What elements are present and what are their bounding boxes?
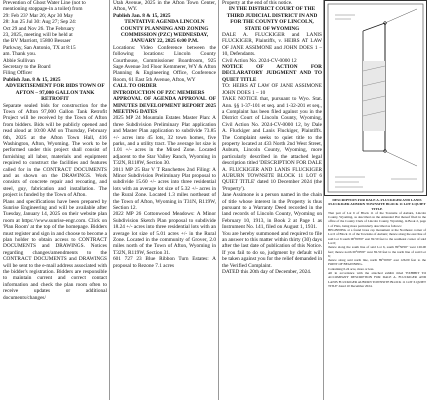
court-heading: IN THE DISTRICT COURT OF THE THIRD JUDICIAL DISTRICT IN AND FOR THE COUNTY OF LINCOLN, STATE OF WYOMING xyxy=(226,6,318,32)
notice-recipients: TO: HEIRS AT LAW OF JANE ASSIMONE JOHN DOES 1 – 10 xyxy=(222,83,322,96)
text-line: Parkway, San Antonio, TX at 8:15 xyxy=(3,44,76,51)
notice-body: You are hereby summoned and required to file an answer to this matter within thirty (30) days after the last date of publication of this Notice. If you fail to do so, judgment by default will be taken against you for the relief demanded in the Verified Complaint. xyxy=(222,230,322,269)
description-body: Containing 0.24 acre, more or less. xyxy=(328,266,375,271)
publish-dates: Publish Jan. 8 & 15, 2025 xyxy=(3,76,61,83)
agenda-call-to-order: CALL TO ORDER xyxy=(113,83,157,90)
notice-body: Jane Assimone is a person named in the chain of title whose interest in the Property is thus pursuant to a Warranty Deed recorded in the land records of Lincoln County, Wyoming on February 10, 1913, in Book 2 at Page 1 as Instrument No. 141, filed on August 1, 1931. xyxy=(222,192,322,231)
column-4 xyxy=(328,198,426,288)
text-continued: Utah Avenue, 2025 in the Afton Town Center, Afton, WY. xyxy=(113,0,216,13)
text-line: 28: Jun 25 Jul 30: Aug 27; Sep 24: xyxy=(3,19,77,26)
lot-north-line xyxy=(363,23,385,31)
agenda-heading: TENTATIVE AGENDA LINCOLN COUNTY PLANNING AND ZONING COMMISSION (PZC) WEDNESDAY, JANUARY 22, 2025 6:00 P.M. xyxy=(120,19,209,45)
agenda-approvals: APPROVAL OF AGENDA APPROVAL OF MINUTES DEVELOPMENT REPORT 2025 MEETING DATES xyxy=(113,96,216,115)
agenda-item: 2022 MP 26 Cottonwood Meadows: A Minor Subdivision Sketch Plan proposal to subdivide 18.24 +/- acres into three residential lots with an average lot size of 5.01 acres +/- in the Rural Zone. Located in the community of Grover, 2.0 miles north of the Town of Afton, Wyoming in T32N, R119W, Section 31. xyxy=(113,211,216,256)
column-3 xyxy=(222,0,322,275)
plat-drawing xyxy=(325,1,426,195)
text-line: Filing Officer xyxy=(3,70,33,77)
publish-dates: Publish Jan. 8 & 15, 2025 xyxy=(113,12,171,19)
column-divider xyxy=(218,0,219,400)
agenda-introduction: INTRODUCTION OF PZC MEMBERS xyxy=(113,89,205,96)
notice-body: Plans and specifications have been prepared by Sunrise Engineering and will be available after Tuesday, January 14, 2025 on their website plan room at https://www.sunrise-engr.com. Click on 'Plan Room' at the top of the homepage. Bidders must register and sign in and choose to become a plan holder to obtain access to CONTRACT DOCUMENTS and DRAWINGS. Notices regarding changes/amendments to the CONTRACT DOCUMENTS and DRAWINGS will be sent to the e-mail address associated with the bidder's registration. Bidders are responsible to maintain current and correct contact information and check the plan room often to receive updates or additional documents/changes/ xyxy=(3,198,107,301)
agenda-locations: Locations: Video Conference between the following locations: Lincoln County Courthouse, Commissioner Boardroom, 925 Sage Avenue 3rd Floor Kemmerer, WY & Afton Planning & Engineering Office, Conference Room, 61 East 5th Avenue, Afton, WY xyxy=(113,44,216,83)
notice-body: Separate sealed bids for construction for the Town of Afton 97,000 Gallon Tank Retrofit Project will be received by the Town of Afton from bidders. Bids will be publicly opened and read aloud at 10:00 AM on Thursday, February 6th, 2025 at the Afton Town Hall, 416 Washington, Afton, Wyoming. The work to be performed under this project shall consist of furnishing all labor, materials and equipment required to construct the facilities and features called for in the CONTRACT DOCUMENTS and as shown on the DRAWINGS. Work consists of concrete repair and recoating, and steel, guy, fabrication and installation. The project is funded by the Town of Afton. xyxy=(3,102,107,199)
description-heading: DESCRIPTION FOR DALE A. FLUCKIGER AND LANIS FLUCKIGER AUBURN TOWNSITE BLOCK 11 LOT 6 QUIET TITLE xyxy=(328,198,426,211)
road-line xyxy=(385,151,417,166)
description-body: All in accordance with the attached exhibit titled 'EXHIBIT TO ACCOMPANY DESCRIPTION FOR DALE A. FLUCKIGER AND LANIS FLUCKIGER AUBURN TOWNSITE BLOCK 11 LOT 6 QUIET TITLE' dated 10 December 2024. xyxy=(328,271,426,288)
road-line xyxy=(385,9,417,23)
survey-plat-exhibit xyxy=(324,0,427,196)
text-continued: Property at the end of this notice. xyxy=(222,0,293,6)
agenda-item: 2011 MP 25 Bar V T Ranchettes 2nd Filing: A Minor Subdivision Preliminary Plat proposal to subdivide 15.60 +/- acres into three residential lots with an average lot size of 5.32 +/- acres in the Rural Zone. Located 1.3 miles northeast of the Town of Afton, Wyoming in T31N, R119W, Section 12. xyxy=(113,166,216,211)
column-divider xyxy=(109,0,110,400)
text-line: Prevention of Ghost Water Line (not to xyxy=(3,0,86,6)
description-body: thence along the south line of said Lot 6, south 89°56'00" west 126.00 feet; thence north 00°00'00" west 82.50 feet to the north line of said Lot 6; xyxy=(328,245,426,258)
text-line: 23, 2025, meeting will be held at xyxy=(3,32,73,39)
agenda-item: 601 727 23 Blue Ribbon Turn Estates: A proposal to Rezone 7.1 acres xyxy=(113,256,216,269)
text-line: am. Thank you. xyxy=(3,51,37,58)
description-body: That part of Lot 6 of Block 11 of the Townsite of Auburn, Lincoln County, Wyoming, as described on the Amended Plat thereof filed in the office of the County Clerk of Lincoln County, Wyoming, in Book 2, page 1 of Plats, being more particularly described as follows: xyxy=(328,210,426,228)
notice-dated: DATED this 20th day of December, 2024. xyxy=(222,269,312,276)
text-line: Oct 29 and Nov 26. The February xyxy=(3,25,75,32)
column-2 xyxy=(113,0,216,269)
text-line: the BV Marriott, 15800 Bessaer xyxy=(3,38,71,45)
notice-title: NOTICE OF ACTION FOR DECLARATORY JUDGMENT AND TO QUIET TITLE xyxy=(222,64,322,83)
column-1 xyxy=(3,0,107,301)
case-parties: DALE A. FLUCKIGER and LANIS FLUCKIGER, Plaintiffs, v. HEIRS AT LAW OF JANE ASSIMONE and JOHN DOES 1 – 10, Defendants. xyxy=(222,32,322,58)
text-line: Secretary to the Board xyxy=(3,64,51,71)
text-line: 29: Feb 23? Mar 26; Apr 30 May xyxy=(3,12,74,19)
notice-body: TAKE NOTICE that, pursuant to Wyo. Stat. Ann. §§ 1-37-101 et seq. and 1-32-201 et seq., a Complaint has been filed against you in the District Court of Lincoln County, Wyoming, Civil Action No. 2024-CV-0000 12, by Dale A. Fluckiger and Lanis Fluckiger, Plaintiffs. The Complaint seeks to quiet title to the property located at 433 North 2nd West Street, Auburn, Lincoln County, Wyoming, more particularly described in the attached legal description titled 'DESCRIPTION FOR DALE A. FLUCKIGER AND LANIS FLUCKIGER AUBURN TOWNSITE BLOCK 11 LOT 6 QUIET TITLE' dated 10 December 2024 (the 'Property'). xyxy=(222,96,322,192)
agenda-item: 2025 MP 24 Mountain Estates Master Plan: A three Subdivision Preliminary Plat application and Master Plan application to subdivide 73.85 +/- acres into 45 lots, 32 town homes, five parks, and a utility tract. The average lot size is 1.01 +/- acres in the Mixed Zone. Located adjacent to the Star Valley Ranch, Wyoming in T32N, R118W, Section 30. xyxy=(113,115,216,167)
text-line: Abbie Sullivan xyxy=(3,57,35,64)
case-number: Civil Action No. 2024-CV-0000 12 xyxy=(222,57,297,64)
description-body: BEGINNING at a found brass cap monument at the Northeast corner of Lot 6 of Block 11 of the Townsite of Auburn; thence along the east line of said Lot 6 south 00°00'00" east 82.50 feet to the southeast corner of said Lot 6; xyxy=(328,228,426,245)
notice-heading: ADVERTISEMENT FOR BIDS TOWN OF AFTON – 97,000 GALLON TANK RETROFIT xyxy=(5,83,105,103)
description-body: thence along said north line, north 89°56'00" east 126.00 feet to the POINT OF BEGINNING. xyxy=(328,258,426,267)
text-line: mentioning stoppage-in a toilet) from xyxy=(3,6,83,13)
hatched-parcel xyxy=(363,61,385,131)
